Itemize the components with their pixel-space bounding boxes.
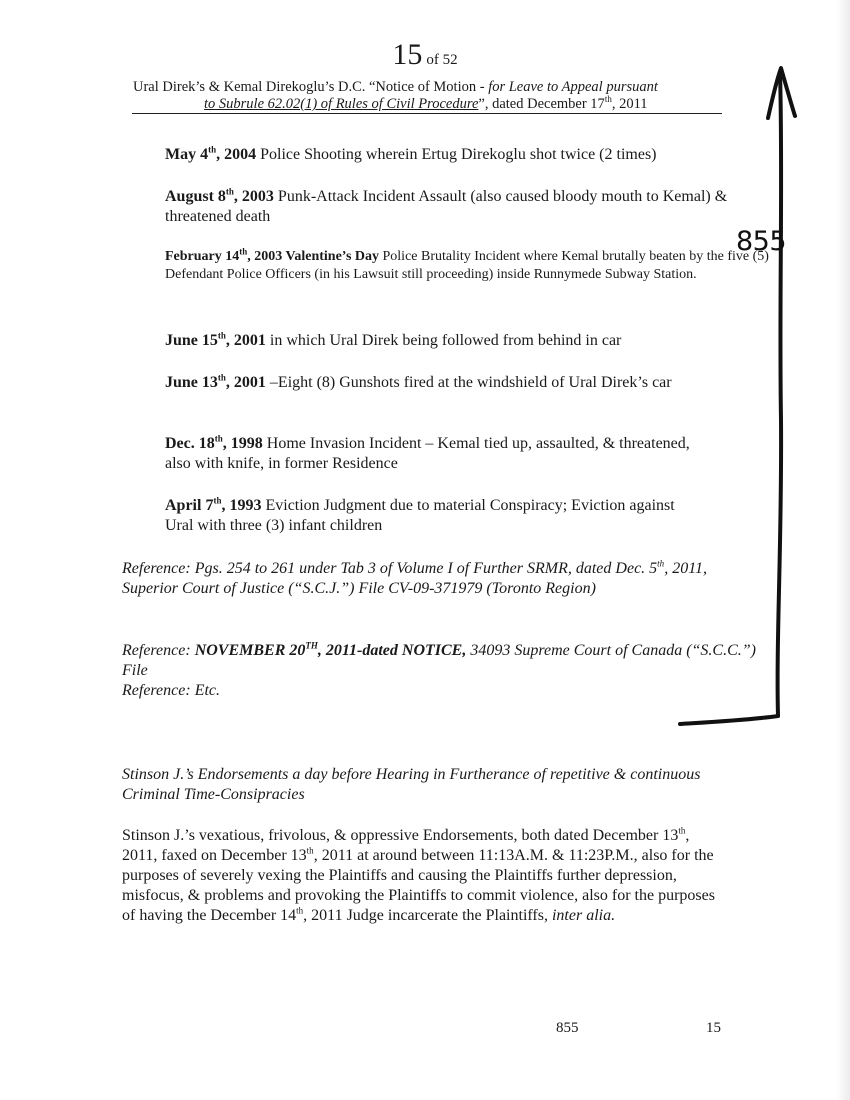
entry-2-year: , 2003 [233, 188, 274, 205]
paragraph-part-2: , 2011, faxed on December 13 [122, 827, 690, 864]
footer-number-left: 855 [556, 1020, 579, 1036]
entry-1-year: , 2004 [216, 146, 257, 163]
reference-2-rest: 34093 Supreme Court of Canada (“S.C.C.”) File [122, 642, 756, 679]
paragraph-sup-3: th [296, 905, 304, 916]
handwritten-page-stamp: 855 [736, 226, 787, 257]
page-number-value: 15 [392, 38, 423, 71]
header-line-2-date: ”, dated December 17 [478, 96, 605, 112]
entry-2-text: Punk-Attack Incident Assault (also caused bloody mouth to Kemal) & threatened death [165, 188, 728, 225]
entry-7-date: April 7 [165, 497, 214, 514]
entry-1-sup: th [208, 144, 217, 155]
entry-5-date: June 13 [165, 374, 218, 391]
entry-5-year: , 2001 [225, 374, 266, 391]
section-heading-text: Stinson J.’s Endorsements a day before Hearing in Furtherance of repetitive & continuous Criminal Time-Consipracies [122, 766, 701, 803]
entry-3-date: February 14 [165, 249, 240, 264]
reference-3-text: Reference: Etc. [122, 682, 221, 699]
paragraph-part-1: Stinson J.’s vexatious, frivolous, & oppressive Endorsements, both dated December 13 [122, 827, 679, 844]
reference-1-text: Reference: Pgs. 254 to 261 under Tab 3 of Volume I of Further SRMR, dated Dec. 5 [122, 560, 658, 577]
header-line-1-italic: for Leave to Appeal pursuant [488, 79, 658, 95]
paragraph-italic-end: inter alia. [551, 907, 616, 924]
entry-4-sup: th [217, 330, 226, 341]
reference-1-rest: , 2011, Superior Court of Justice (“S.C.J.”) File CV-09-371979 (Toronto Region) [122, 560, 707, 597]
entry-7-text: Eviction Judgment due to material Conspiracy; Eviction against Ural with three (3) infant children [165, 497, 675, 534]
paragraph-sup-2: th [306, 845, 314, 856]
entry-1-text: Police Shooting wherein Ertug Direkoglu shot twice (2 times) [256, 146, 657, 163]
header-line-1-text: Ural Direk’s & Kemal Direkoglu’s D.C. “Notice of Motion - [133, 79, 489, 95]
entry-4-text: in which Ural Direk being followed from behind in car [265, 332, 622, 349]
entry-2-sup: th [225, 186, 234, 197]
header-line-2-year: , 2011 [611, 96, 648, 112]
entry-5-sup: th [217, 372, 226, 383]
entry-4-year: , 2001 [225, 332, 266, 349]
entry-5-text: –Eight (8) Gunshots fired at the windshield of Ural Direk’s car [265, 374, 672, 391]
header-date-sup: th [604, 94, 612, 105]
entry-7-sup: th [213, 495, 222, 506]
entry-4-date: June 15 [165, 332, 218, 349]
entry-3-year: , 2003 Valentine’s Day [247, 249, 379, 264]
header-line-2-italic: to Subrule 62.02(1) of Rules of Civil Procedure [204, 96, 479, 112]
entry-3-sup: th [239, 246, 248, 257]
paragraph-sup-1: th [678, 825, 686, 836]
paragraph-part-3: , 2011 at around between 11:13A.M. & 11:23P.M., also for the purposes of severely vexing the Plaintiffs and causing the Plaintiffs further depression, misfocus, & problems and provoking the Plaintiffs to commit violence, also for the purposes of having the December 14 [122, 847, 715, 924]
entry-6-sup: th [214, 433, 223, 444]
entry-6-text: Home Invasion Incident – Kemal tied up, assaulted, & threatened, also with knife, in former Residence [165, 435, 690, 472]
reference-2-bold-rest: , 2011-dated NOTICE, [317, 642, 467, 659]
paragraph-part-4: , 2011 Judge incarcerate the Plaintiffs, [303, 907, 552, 924]
page-number-total: of 52 [426, 52, 458, 68]
reference-2-label: Reference: [122, 642, 195, 659]
footer-number-right: 15 [706, 1020, 721, 1036]
entry-7-year: , 1993 [221, 497, 262, 514]
entry-1-date: May 4 [165, 146, 209, 163]
reference-1-sup: th [657, 558, 665, 569]
reference-2-sup: TH [305, 640, 318, 651]
entry-6-year: , 1998 [222, 435, 263, 452]
entry-3-text: Police Brutality Incident where Kemal brutally beaten by the five (5) Defendant Police Officers (in his Lawsuit still proceeding) inside Runnymede Subway Station. [165, 249, 769, 282]
entry-2-date: August 8 [165, 188, 226, 205]
reference-2-bold: NOVEMBER 20 [194, 642, 306, 659]
entry-6-date: Dec. 18 [165, 435, 215, 452]
